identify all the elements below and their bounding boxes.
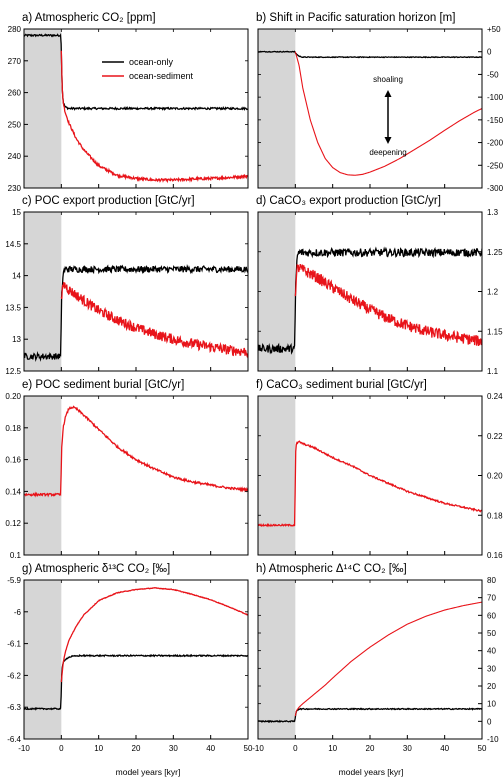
panel-a (8, 12, 248, 193)
y-tick-label: 0.16 (5, 455, 21, 465)
y-tick-label: 13.5 (5, 303, 21, 313)
y-tick-label: 0.22 (487, 431, 503, 441)
panel-e (5, 379, 248, 560)
spinup-shade (258, 29, 295, 188)
y-tick-label: -150 (487, 115, 504, 125)
panel-c (5, 195, 248, 376)
x-tick-label: 50 (243, 744, 253, 753)
x-tick-label: 20 (131, 744, 141, 753)
y-tick-label: 0.1 (9, 551, 21, 560)
series-line-ocean-sediment (295, 602, 482, 716)
panel-title: g) Atmospheric δ¹³C CO₂ [‰] (22, 563, 171, 575)
y-tick-label: 15 (12, 208, 21, 217)
y-tick-label: -6.3 (7, 703, 21, 713)
spinup-shade (258, 580, 295, 739)
x-tick-label: 40 (440, 744, 450, 753)
panel-title: d) CaCO₃ export production [GtC/yr] (256, 195, 441, 207)
y-tick-label: 0.24 (487, 392, 503, 401)
y-tick-label: 0.20 (5, 392, 21, 401)
panel-title: a) Atmospheric CO₂ [ppm] (22, 12, 156, 24)
panel-d (256, 195, 503, 376)
x-axis-label-right: model years [kyr] (338, 767, 404, 777)
y-tick-label: 1.3 (487, 208, 499, 217)
y-tick-label: 13 (12, 335, 21, 345)
x-tick-label: 0 (59, 744, 64, 753)
y-tick-label: 280 (7, 25, 21, 34)
x-tick-label: 40 (206, 744, 216, 753)
y-tick-label: 0.18 (487, 511, 503, 521)
y-tick-label: 30 (487, 664, 496, 674)
y-tick-label: 1.15 (487, 327, 503, 337)
y-tick-label: -5.9 (7, 576, 21, 585)
x-tick-label: 10 (328, 744, 338, 753)
y-tick-label: 14.5 (5, 239, 21, 249)
y-tick-label: 0.12 (5, 519, 21, 529)
y-tick-label: -6.1 (7, 639, 21, 649)
series-line-ocean-sediment (295, 264, 482, 346)
y-tick-label: -250 (487, 161, 504, 171)
y-tick-label: 1.1 (487, 367, 499, 376)
y-tick-label: 240 (7, 152, 21, 162)
y-tick-label: 270 (7, 56, 21, 66)
y-tick-label: 0 (487, 47, 492, 57)
panel-b (256, 12, 504, 193)
x-tick-label: 10 (94, 744, 104, 753)
spinup-shade (24, 580, 61, 739)
panel-f (256, 379, 503, 560)
panel-title: f) CaCO₃ sediment burial [GtC/yr] (256, 379, 427, 391)
y-tick-label: 14 (12, 271, 21, 281)
series-line-ocean-sediment (61, 282, 248, 356)
y-tick-label: -200 (487, 138, 504, 148)
spinup-shade (24, 212, 61, 371)
annotation-shoaling: shoaling (373, 75, 403, 84)
y-tick-label: 250 (7, 120, 21, 130)
y-tick-label: 230 (7, 184, 21, 193)
y-tick-label: -100 (487, 93, 504, 103)
y-tick-label: 10 (487, 699, 496, 709)
x-axis-label-left: model years [kyr] (115, 767, 181, 777)
y-tick-label: 50 (487, 629, 496, 638)
y-tick-label: 0.20 (487, 471, 503, 481)
y-tick-label: 260 (7, 88, 21, 98)
arrow-down-head (385, 137, 392, 144)
y-tick-label: 1.25 (487, 247, 503, 257)
panel-title: c) POC export production [GtC/yr] (22, 195, 195, 207)
y-tick-label: +50 (487, 25, 501, 34)
spinup-shade (24, 396, 61, 555)
y-tick-label: 0.16 (487, 551, 503, 560)
legend-label: ocean-only (129, 57, 174, 67)
x-tick-label: 0 (293, 744, 298, 753)
x-tick-label: -10 (18, 744, 30, 753)
arrow-up-head (385, 90, 392, 97)
x-tick-label: 30 (168, 744, 178, 753)
annotation-deepening: deepening (369, 148, 407, 157)
panel-title: b) Shift in Pacific saturation horizon [m] (256, 12, 456, 24)
x-tick-label: -10 (252, 744, 264, 753)
panel-h (252, 563, 499, 753)
y-tick-label: 80 (487, 576, 496, 585)
y-tick-label: -6.2 (7, 671, 21, 681)
series-line-ocean-sediment (61, 588, 248, 682)
x-tick-label: 30 (402, 744, 412, 753)
y-tick-label: 70 (487, 593, 496, 603)
y-tick-label: -6 (13, 607, 21, 617)
y-tick-label: 0.18 (5, 423, 21, 433)
panel-title: h) Atmospheric Δ¹⁴C CO₂ [‰] (256, 563, 407, 575)
y-tick-label: 20 (487, 682, 496, 691)
legend-label: ocean-sediment (129, 71, 194, 81)
panel-title: e) POC sediment burial [GtC/yr] (22, 379, 185, 391)
spinup-shade (24, 29, 61, 188)
y-tick-label: 1.2 (487, 287, 499, 297)
y-tick-label: 60 (487, 611, 496, 621)
y-tick-label: 12.5 (5, 367, 21, 376)
y-tick-label: -10 (487, 735, 499, 744)
x-tick-label: 20 (365, 744, 375, 753)
y-tick-label: -6.4 (7, 735, 21, 744)
x-tick-label: 50 (477, 744, 487, 753)
y-tick-label: 40 (487, 646, 496, 656)
spinup-shade (258, 396, 295, 555)
panel-g (7, 563, 253, 753)
y-tick-label: 0 (487, 717, 492, 727)
y-tick-label: 0.14 (5, 487, 21, 497)
y-tick-label: -50 (487, 70, 499, 80)
y-tick-label: -300 (487, 184, 504, 193)
